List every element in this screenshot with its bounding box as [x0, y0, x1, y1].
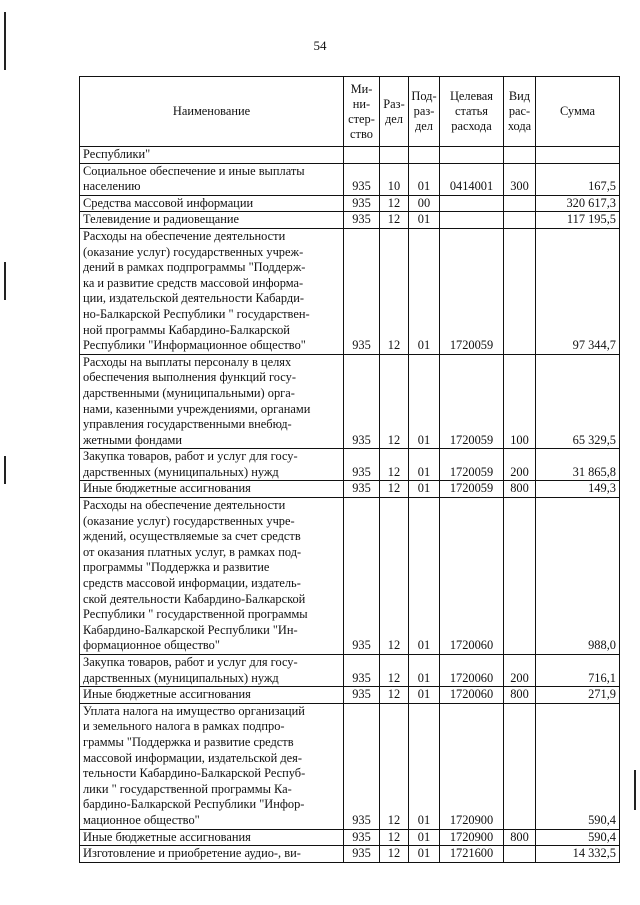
row-kind [504, 703, 536, 829]
row-subsection: 01 [409, 228, 440, 354]
row-ministry: 935 [344, 687, 380, 704]
table-row [80, 846, 620, 863]
row-sum: 97 344,7 [536, 228, 620, 354]
row-subsection: 01 [409, 703, 440, 829]
row-name: Средства массовой информации [80, 195, 344, 212]
row-ministry: 935 [344, 703, 380, 829]
row-subsection: 01 [409, 354, 440, 449]
table-row [80, 481, 620, 498]
row-target: 1720900 [440, 703, 504, 829]
row-target: 1720059 [440, 354, 504, 449]
budget-table [79, 76, 620, 863]
row-sum: 167,5 [536, 163, 620, 195]
row-ministry [344, 147, 380, 164]
header-subsection: Под- раз- дел [409, 77, 440, 147]
header-kind: Вид рас- хода [504, 77, 536, 147]
row-subsection: 01 [409, 655, 440, 687]
row-sum: 590,4 [536, 703, 620, 829]
row-name: Расходы на выплаты персоналу в целях обеспечения выполнения функций госу- дарственными (муниципальными) орга- нами, казенными учреждениями, органами управления государственными внебюд- жетными фондами [80, 354, 344, 449]
row-ministry: 935 [344, 846, 380, 863]
row-sum: 271,9 [536, 687, 620, 704]
row-name: Расходы на обеспечение деятельности (оказание услуг) государственных учре- ждений, осуществляемые за счет средств от оказания платных услуг, в рамках под- программы "Поддержка и развитие средств массовой информации, издатель- ской деятельности Кабардино-Балкарской Республики " государственной программы Кабардино-Балкарской Республики "Ин- формационное общество" [80, 498, 344, 655]
row-subsection: 01 [409, 163, 440, 195]
row-section: 12 [380, 498, 409, 655]
table-row [80, 829, 620, 846]
row-section: 12 [380, 846, 409, 863]
row-section: 12 [380, 212, 409, 229]
row-sum: 14 332,5 [536, 846, 620, 863]
row-sum: 31 865,8 [536, 449, 620, 481]
header-row [80, 77, 620, 147]
row-name: Изготовление и приобретение аудио-, ви- [80, 846, 344, 863]
table-row [80, 703, 620, 829]
row-ministry: 935 [344, 354, 380, 449]
row-sum: 988,0 [536, 498, 620, 655]
table-row [80, 195, 620, 212]
row-name: Иные бюджетные ассигнования [80, 687, 344, 704]
row-target: 1720060 [440, 655, 504, 687]
table-row [80, 228, 620, 354]
row-section [380, 147, 409, 164]
row-name: Закупка товаров, работ и услуг для госу- дарственных (муниципальных) нужд [80, 655, 344, 687]
row-target: 1720059 [440, 449, 504, 481]
row-ministry: 935 [344, 829, 380, 846]
row-ministry: 935 [344, 163, 380, 195]
row-subsection: 01 [409, 846, 440, 863]
row-subsection: 01 [409, 481, 440, 498]
row-section: 12 [380, 687, 409, 704]
row-target [440, 195, 504, 212]
row-kind: 100 [504, 354, 536, 449]
table-row [80, 212, 620, 229]
row-ministry: 935 [344, 195, 380, 212]
header-target: Целевая статья расхода [440, 77, 504, 147]
row-sum: 117 195,5 [536, 212, 620, 229]
row-target: 1721600 [440, 846, 504, 863]
row-sum: 320 617,3 [536, 195, 620, 212]
row-name: Социальное обеспечение и иные выплаты населению [80, 163, 344, 195]
margin-mark-lower-left [4, 456, 6, 484]
margin-mark-top-left [4, 12, 6, 70]
row-section: 12 [380, 703, 409, 829]
row-subsection: 01 [409, 449, 440, 481]
row-name: Иные бюджетные ассигнования [80, 829, 344, 846]
row-kind [504, 228, 536, 354]
row-kind [504, 147, 536, 164]
table-row [80, 498, 620, 655]
row-sum: 590,4 [536, 829, 620, 846]
row-sum [536, 147, 620, 164]
row-kind: 200 [504, 449, 536, 481]
row-target: 0414001 [440, 163, 504, 195]
row-target: 1720900 [440, 829, 504, 846]
header-section: Раз- дел [380, 77, 409, 147]
row-kind: 300 [504, 163, 536, 195]
row-ministry: 935 [344, 228, 380, 354]
row-ministry: 935 [344, 481, 380, 498]
row-kind: 800 [504, 481, 536, 498]
row-section: 12 [380, 449, 409, 481]
row-kind: 800 [504, 829, 536, 846]
margin-mark-mid-left [4, 262, 6, 300]
row-sum: 716,1 [536, 655, 620, 687]
row-kind: 800 [504, 687, 536, 704]
row-section: 10 [380, 163, 409, 195]
table-row [80, 354, 620, 449]
row-kind: 200 [504, 655, 536, 687]
row-target [440, 147, 504, 164]
row-section: 12 [380, 228, 409, 354]
row-subsection: 00 [409, 195, 440, 212]
row-target: 1720060 [440, 498, 504, 655]
table-row [80, 163, 620, 195]
row-target: 1720060 [440, 687, 504, 704]
row-name: Расходы на обеспечение деятельности (оказание услуг) государственных учреж- дений в рамках подпрограммы "Поддерж- ка и развитие средств массовой информа- ции, издательской деятельности Кабарди- но-Балкарской Республики " государствен- ной программы Кабардино-Балкарской Республики "Информационное общество" [80, 228, 344, 354]
row-kind [504, 846, 536, 863]
table-row [80, 687, 620, 704]
row-target [440, 212, 504, 229]
header-sum: Сумма [536, 77, 620, 147]
row-ministry: 935 [344, 449, 380, 481]
row-subsection [409, 147, 440, 164]
row-section: 12 [380, 195, 409, 212]
row-name: Республики" [80, 147, 344, 164]
row-subsection: 01 [409, 829, 440, 846]
row-subsection: 01 [409, 687, 440, 704]
row-section: 12 [380, 354, 409, 449]
row-kind [504, 498, 536, 655]
table-row [80, 655, 620, 687]
table-row [80, 449, 620, 481]
row-target: 1720059 [440, 481, 504, 498]
page-number: 54 [313, 38, 327, 53]
row-name: Иные бюджетные ассигнования [80, 481, 344, 498]
header-name: Наименование [80, 77, 344, 147]
row-kind [504, 195, 536, 212]
table-row [80, 147, 620, 164]
row-ministry: 935 [344, 655, 380, 687]
row-subsection: 01 [409, 498, 440, 655]
row-ministry: 935 [344, 212, 380, 229]
row-section: 12 [380, 829, 409, 846]
row-name: Телевидение и радиовещание [80, 212, 344, 229]
header-ministry: Ми- ни- стер- ство [344, 77, 380, 147]
row-target: 1720059 [440, 228, 504, 354]
row-subsection: 01 [409, 212, 440, 229]
margin-mark-right [634, 770, 636, 810]
row-section: 12 [380, 655, 409, 687]
row-name: Закупка товаров, работ и услуг для госу- дарственных (муниципальных) нужд [80, 449, 344, 481]
row-sum: 65 329,5 [536, 354, 620, 449]
row-kind [504, 212, 536, 229]
row-section: 12 [380, 481, 409, 498]
row-name: Уплата налога на имущество организаций и земельного налога в рамках подпро- граммы "Поддержка и развитие средств массовой информации, издательской дея- тельности Кабардино-Балкарской Респуб- лики " государственной программы Ка- бардино-Балкарской Республики "Инфор- мационное общество" [80, 703, 344, 829]
row-sum: 149,3 [536, 481, 620, 498]
row-ministry: 935 [344, 498, 380, 655]
